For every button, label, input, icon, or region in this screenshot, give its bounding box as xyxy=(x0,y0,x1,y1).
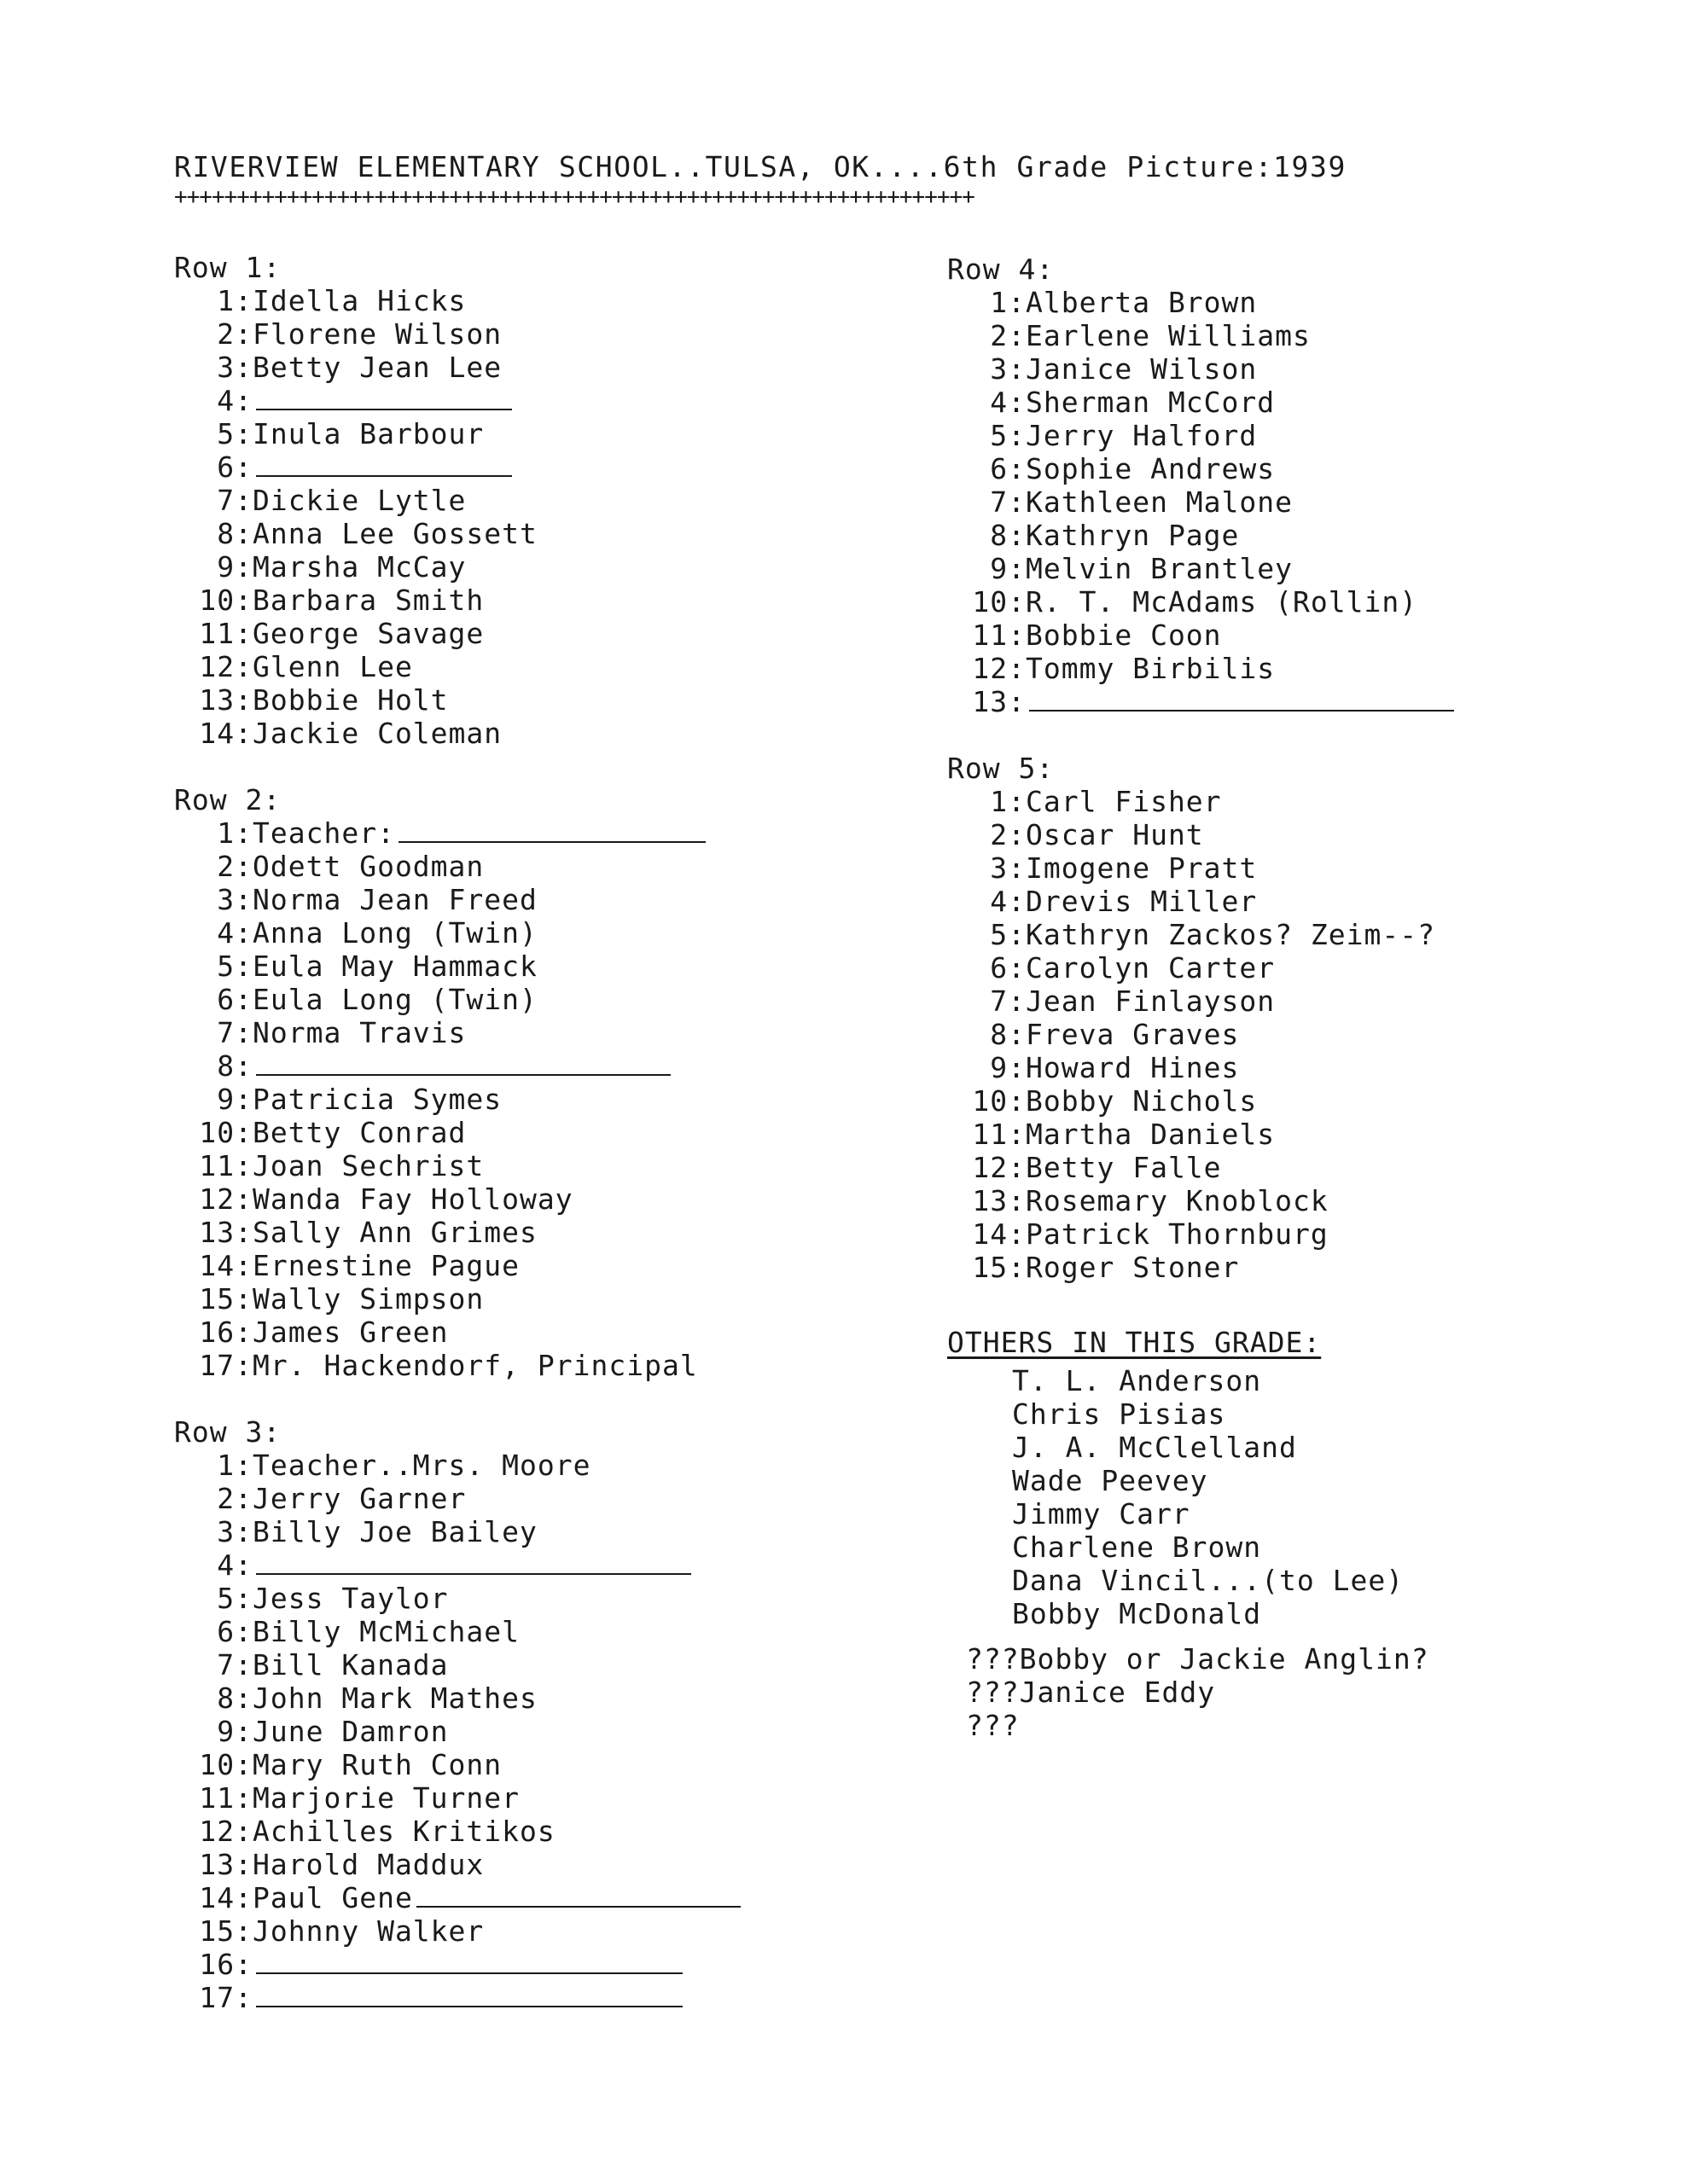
entry-name: Kathleen Malone xyxy=(1026,485,1294,519)
entry-name: Betty Falle xyxy=(1026,1151,1222,1184)
entry-name: Kathryn Zackos? Zeim--? xyxy=(1026,918,1435,951)
entry-number: 9: xyxy=(990,1051,1026,1084)
entry-number: 10: xyxy=(972,1084,1026,1118)
entry-number: 4: xyxy=(990,386,1026,419)
entry-number: 7: xyxy=(217,1648,253,1682)
entry-number: 11: xyxy=(199,1781,253,1815)
entry-number: 3: xyxy=(217,351,253,384)
row-heading: Row 3: xyxy=(174,1415,282,1449)
entry-name: Mr. Hackendorf, Principal xyxy=(253,1349,698,1382)
row-1-section xyxy=(174,251,823,750)
entry-name: Mary Ruth Conn xyxy=(253,1748,503,1781)
entry-number: 10: xyxy=(199,1748,253,1781)
entry-name: Roger Stoner xyxy=(1026,1251,1240,1284)
entry-name: Marjorie Turner xyxy=(253,1781,521,1815)
entry-name: Betty Conrad xyxy=(253,1116,467,1149)
entry-name: Imogene Pratt xyxy=(1026,851,1258,885)
roster-entry xyxy=(947,286,1630,319)
entry-name: Jackie Coleman xyxy=(253,717,503,750)
roster-entry xyxy=(174,1748,823,1781)
entry-number: 5: xyxy=(217,950,253,983)
entry-name: Ernestine Pague xyxy=(253,1249,521,1282)
roster-entry xyxy=(947,818,1630,851)
roster-entry xyxy=(174,1682,823,1715)
entry-name: Anna Long (Twin) xyxy=(253,916,538,950)
entry-name: Jean Finlayson xyxy=(1026,985,1276,1018)
roster-entry xyxy=(174,650,823,683)
entry-number: 12: xyxy=(972,652,1026,685)
roster-entry xyxy=(174,1848,823,1881)
entry-number: 9: xyxy=(217,550,253,584)
entry-name: Oscar Hunt xyxy=(1026,818,1204,851)
blank-line xyxy=(256,1050,671,1076)
roster-entry xyxy=(174,517,823,550)
entry-number: 5: xyxy=(990,918,1026,951)
roster-entry xyxy=(174,1482,823,1515)
roster-entry xyxy=(947,619,1630,652)
roster-entry xyxy=(174,584,823,617)
roster-entry xyxy=(947,918,1630,951)
entry-number: 4: xyxy=(217,384,253,417)
roster-entry xyxy=(174,1249,823,1282)
entry-number: 15: xyxy=(199,1282,253,1316)
entry-name: George Savage xyxy=(253,617,485,650)
roster-entry xyxy=(947,585,1630,619)
roster-entry xyxy=(174,1781,823,1815)
entry-number: 6: xyxy=(990,452,1026,485)
entry-number: 12: xyxy=(199,650,253,683)
entry-number: 11: xyxy=(972,1118,1026,1151)
entry-number: 3: xyxy=(217,1515,253,1548)
entry-name: Patrick Thornburg xyxy=(1026,1217,1329,1251)
entry-number: 13: xyxy=(972,685,1026,718)
others-list xyxy=(947,1364,1630,1630)
entry-number: 7: xyxy=(990,485,1026,519)
entry-number: 16: xyxy=(199,1948,253,1981)
blank-line xyxy=(398,817,706,843)
entry-name: R. T. McAdams (Rollin) xyxy=(1026,585,1418,619)
entry-number: 1: xyxy=(990,286,1026,319)
roster-entry xyxy=(174,1216,823,1249)
entry-number: 13: xyxy=(972,1184,1026,1217)
entry-name: Marsha McCay xyxy=(253,550,467,584)
entry-name: Jerry Garner xyxy=(253,1482,467,1515)
roster-entry xyxy=(174,1815,823,1848)
row-2-section xyxy=(174,783,823,1382)
roster-entry xyxy=(947,319,1630,352)
roster-entry xyxy=(947,785,1630,818)
roster-entry xyxy=(947,485,1630,519)
entry-number: 9: xyxy=(217,1083,253,1116)
roster-entry xyxy=(174,317,823,351)
roster-entry xyxy=(174,484,823,517)
blank-line xyxy=(256,385,512,410)
roster-entry xyxy=(947,419,1630,452)
entry-number: 4: xyxy=(990,885,1026,918)
roster-entry xyxy=(947,652,1630,685)
uncertain-student: ???Bobby or Jackie Anglin? xyxy=(966,1642,1429,1676)
row-heading: Row 1: xyxy=(174,251,282,284)
other-student: Chris Pisias xyxy=(1012,1397,1226,1431)
entry-number: 8: xyxy=(217,517,253,550)
other-student: Charlene Brown xyxy=(1012,1531,1262,1564)
entry-number: 8: xyxy=(990,1018,1026,1051)
entry-name: Barbara Smith xyxy=(253,584,485,617)
roster-entry xyxy=(947,1051,1630,1084)
roster-entry xyxy=(174,1615,823,1648)
left-column xyxy=(174,251,823,2014)
entry-number: 12: xyxy=(199,1182,253,1216)
blank-line xyxy=(416,1882,741,1908)
roster-entry xyxy=(174,417,823,450)
other-student: J. A. McClelland xyxy=(1012,1431,1297,1464)
entry-name: Patricia Symes xyxy=(253,1083,503,1116)
roster-entry xyxy=(947,519,1630,552)
entry-name: Achilles Kritikos xyxy=(253,1815,556,1848)
roster-entry xyxy=(174,1582,823,1615)
entry-number: 17: xyxy=(199,1981,253,2014)
other-student: T. L. Anderson xyxy=(1012,1364,1262,1397)
other-student: Dana Vincil...(to Lee) xyxy=(1012,1564,1405,1597)
entry-number: 14: xyxy=(199,1249,253,1282)
entry-name: James Green xyxy=(253,1316,449,1349)
entry-name: Freva Graves xyxy=(1026,1018,1240,1051)
entry-name: Sophie Andrews xyxy=(1026,452,1276,485)
entry-name: Wanda Fay Holloway xyxy=(253,1182,573,1216)
entry-name: Anna Lee Gossett xyxy=(253,517,538,550)
entry-number: 9: xyxy=(990,552,1026,585)
roster-entry xyxy=(174,1981,823,2014)
roster-entry xyxy=(174,1282,823,1316)
entry-name: Billy McMichael xyxy=(253,1615,521,1648)
entry-number: 9: xyxy=(217,1715,253,1748)
roster-entry xyxy=(947,1251,1630,1284)
entry-name: Bobby Nichols xyxy=(1026,1084,1258,1118)
roster-entry xyxy=(947,552,1630,585)
uncertain-student: ???Janice Eddy xyxy=(966,1676,1216,1709)
roster-entry xyxy=(174,1648,823,1682)
blank-line xyxy=(1029,686,1454,712)
entry-name: Sherman McCord xyxy=(1026,386,1276,419)
entry-name: Johnny Walker xyxy=(253,1914,485,1948)
entry-number: 6: xyxy=(217,983,253,1016)
entry-number: 2: xyxy=(217,850,253,883)
roster-entry xyxy=(174,1449,823,1482)
entry-number: 1: xyxy=(990,785,1026,818)
roster-entry xyxy=(947,452,1630,485)
row-5-section xyxy=(947,752,1630,1284)
entry-name: John Mark Mathes xyxy=(253,1682,538,1715)
entry-name: Norma Travis xyxy=(253,1016,467,1049)
entry-number: 13: xyxy=(199,1216,253,1249)
blank-line xyxy=(256,1982,683,2007)
roster-entry xyxy=(947,885,1630,918)
entry-name: Bobbie Holt xyxy=(253,683,449,717)
entry-name: Inula Barbour xyxy=(253,417,485,450)
entry-name: Janice Wilson xyxy=(1026,352,1258,386)
entry-number: 12: xyxy=(199,1815,253,1848)
entry-number: 7: xyxy=(217,484,253,517)
entry-number: 15: xyxy=(972,1251,1026,1284)
entry-name: June Damron xyxy=(253,1715,449,1748)
roster-entry xyxy=(174,1948,823,1981)
entry-name: Norma Jean Freed xyxy=(253,883,538,916)
roster-entry xyxy=(174,1083,823,1116)
page-title: RIVERVIEW ELEMENTARY SCHOOL..TULSA, OK....6th Grade Picture:1939 xyxy=(174,150,1347,183)
entry-name: Sally Ann Grimes xyxy=(253,1216,538,1249)
entry-number: 17: xyxy=(199,1349,253,1382)
entry-number: 8: xyxy=(217,1049,253,1083)
roster-entry xyxy=(174,351,823,384)
entry-name: Tommy Birbilis xyxy=(1026,652,1276,685)
roster-entry xyxy=(174,1715,823,1748)
entry-number: 14: xyxy=(199,717,253,750)
entry-number: 11: xyxy=(972,619,1026,652)
entry-name: Betty Jean Lee xyxy=(253,351,503,384)
blank-line xyxy=(256,451,512,477)
entry-name: Teacher: xyxy=(253,816,395,850)
entry-number: 14: xyxy=(199,1881,253,1914)
roster-entry xyxy=(174,983,823,1016)
roster-entry xyxy=(174,550,823,584)
entry-number: 3: xyxy=(217,883,253,916)
entry-name: Earlene Williams xyxy=(1026,319,1311,352)
blank-line xyxy=(256,1949,683,1974)
roster-entry xyxy=(947,1118,1630,1151)
entry-number: 6: xyxy=(217,1615,253,1648)
roster-entry xyxy=(174,617,823,650)
roster-entry xyxy=(947,352,1630,386)
entry-name: Eula May Hammack xyxy=(253,950,538,983)
roster-entry xyxy=(174,384,823,417)
entry-name: Drevis Miller xyxy=(1026,885,1258,918)
entry-number: 1: xyxy=(217,1449,253,1482)
entry-number: 16: xyxy=(199,1316,253,1349)
entry-name: Jerry Halford xyxy=(1026,419,1258,452)
roster-entry xyxy=(174,883,823,916)
entry-number: 3: xyxy=(990,851,1026,885)
entry-number: 5: xyxy=(990,419,1026,452)
entry-name: Odett Goodman xyxy=(253,850,485,883)
roster-entry xyxy=(174,950,823,983)
entry-name: Wally Simpson xyxy=(253,1282,485,1316)
entry-number: 2: xyxy=(217,317,253,351)
entry-name: Teacher..Mrs. Moore xyxy=(253,1449,591,1482)
entry-number: 12: xyxy=(972,1151,1026,1184)
roster-entry xyxy=(174,1316,823,1349)
roster-entry xyxy=(174,916,823,950)
entry-name: Glenn Lee xyxy=(253,650,413,683)
entry-number: 1: xyxy=(217,284,253,317)
entry-number: 15: xyxy=(199,1914,253,1948)
entry-name: Kathryn Page xyxy=(1026,519,1240,552)
entry-name: Martha Daniels xyxy=(1026,1118,1276,1151)
other-student: Bobby McDonald xyxy=(1012,1597,1262,1630)
roster-entry xyxy=(174,683,823,717)
entry-number: 8: xyxy=(217,1682,253,1715)
entry-name: Carolyn Carter xyxy=(1026,951,1276,985)
other-student: Jimmy Carr xyxy=(1012,1497,1190,1531)
entry-number: 4: xyxy=(217,1548,253,1582)
entry-number: 13: xyxy=(199,683,253,717)
entry-number: 4: xyxy=(217,916,253,950)
roster-entry xyxy=(947,1018,1630,1051)
entry-number: 7: xyxy=(217,1016,253,1049)
roster-entry xyxy=(174,284,823,317)
row-heading: Row 2: xyxy=(174,783,282,816)
roster-entry xyxy=(174,816,823,850)
entry-name: Rosemary Knoblock xyxy=(1026,1184,1329,1217)
roster-entry xyxy=(174,1149,823,1182)
roster-entry xyxy=(947,985,1630,1018)
uncertain-student: ??? xyxy=(966,1709,1020,1742)
entry-number: 10: xyxy=(199,584,253,617)
entry-number: 2: xyxy=(217,1482,253,1515)
entry-name: Dickie Lytle xyxy=(253,484,467,517)
entry-name: Alberta Brown xyxy=(1026,286,1258,319)
row-heading: Row 4: xyxy=(947,253,1055,286)
roster-entry xyxy=(947,386,1630,419)
roster-entry xyxy=(947,1217,1630,1251)
roster-entry xyxy=(174,1049,823,1083)
roster-entry xyxy=(947,951,1630,985)
entry-number: 6: xyxy=(990,951,1026,985)
entry-number: 1: xyxy=(217,816,253,850)
entry-name: Howard Hines xyxy=(1026,1051,1240,1084)
entry-name: Jess Taylor xyxy=(253,1582,449,1615)
roster-entry xyxy=(174,1548,823,1582)
roster-entry xyxy=(174,850,823,883)
roster-entry xyxy=(174,1016,823,1049)
roster-entry xyxy=(174,1881,823,1914)
entry-name: Bobbie Coon xyxy=(1026,619,1222,652)
entry-number: 14: xyxy=(972,1217,1026,1251)
roster-entry xyxy=(947,685,1630,718)
entry-name: Idella Hicks xyxy=(253,284,467,317)
roster-entry xyxy=(174,717,823,750)
roster-entry xyxy=(947,1151,1630,1184)
roster-entry xyxy=(947,1184,1630,1217)
entry-name: Melvin Brantley xyxy=(1026,552,1294,585)
entry-name: Harold Maddux xyxy=(253,1848,485,1881)
row-heading: Row 5: xyxy=(947,752,1055,785)
entry-name: Florene Wilson xyxy=(253,317,503,351)
entry-number: 11: xyxy=(199,617,253,650)
entry-name: Paul Gene xyxy=(253,1881,413,1914)
roster-entry xyxy=(947,1084,1630,1118)
plus-divider: ++++++++++++++++++++++++++++++++++++++++++++++++++++++++++++++++ xyxy=(174,184,974,210)
entry-number: 10: xyxy=(199,1116,253,1149)
row-3-section xyxy=(174,1415,823,2014)
entry-number: 5: xyxy=(217,1582,253,1615)
entry-number: 10: xyxy=(972,585,1026,619)
entry-name: Eula Long (Twin) xyxy=(253,983,538,1016)
roster-entry xyxy=(174,1182,823,1216)
entry-number: 6: xyxy=(217,450,253,484)
roster-entry xyxy=(174,1515,823,1548)
entry-name: Joan Sechrist xyxy=(253,1149,485,1182)
entry-number: 2: xyxy=(990,319,1026,352)
blank-line xyxy=(256,1549,691,1575)
entry-number: 8: xyxy=(990,519,1026,552)
entry-number: 5: xyxy=(217,417,253,450)
row-4-section xyxy=(947,253,1630,718)
entry-number: 2: xyxy=(990,818,1026,851)
roster-entry xyxy=(174,1349,823,1382)
entry-name: Billy Joe Bailey xyxy=(253,1515,538,1548)
entry-name: Bill Kanada xyxy=(253,1648,449,1682)
roster-entry xyxy=(174,1116,823,1149)
entry-number: 3: xyxy=(990,352,1026,386)
others-heading: OTHERS IN THIS GRADE: xyxy=(947,1326,1322,1359)
roster-entry xyxy=(174,450,823,484)
entry-name: Carl Fisher xyxy=(1026,785,1222,818)
roster-entry xyxy=(947,851,1630,885)
other-student: Wade Peevey xyxy=(1012,1464,1208,1497)
uncertain-list xyxy=(947,1642,1630,1742)
entry-number: 7: xyxy=(990,985,1026,1018)
roster-entry xyxy=(174,1914,823,1948)
entry-number: 11: xyxy=(199,1149,253,1182)
right-column xyxy=(947,253,1630,1742)
entry-number: 13: xyxy=(199,1848,253,1881)
